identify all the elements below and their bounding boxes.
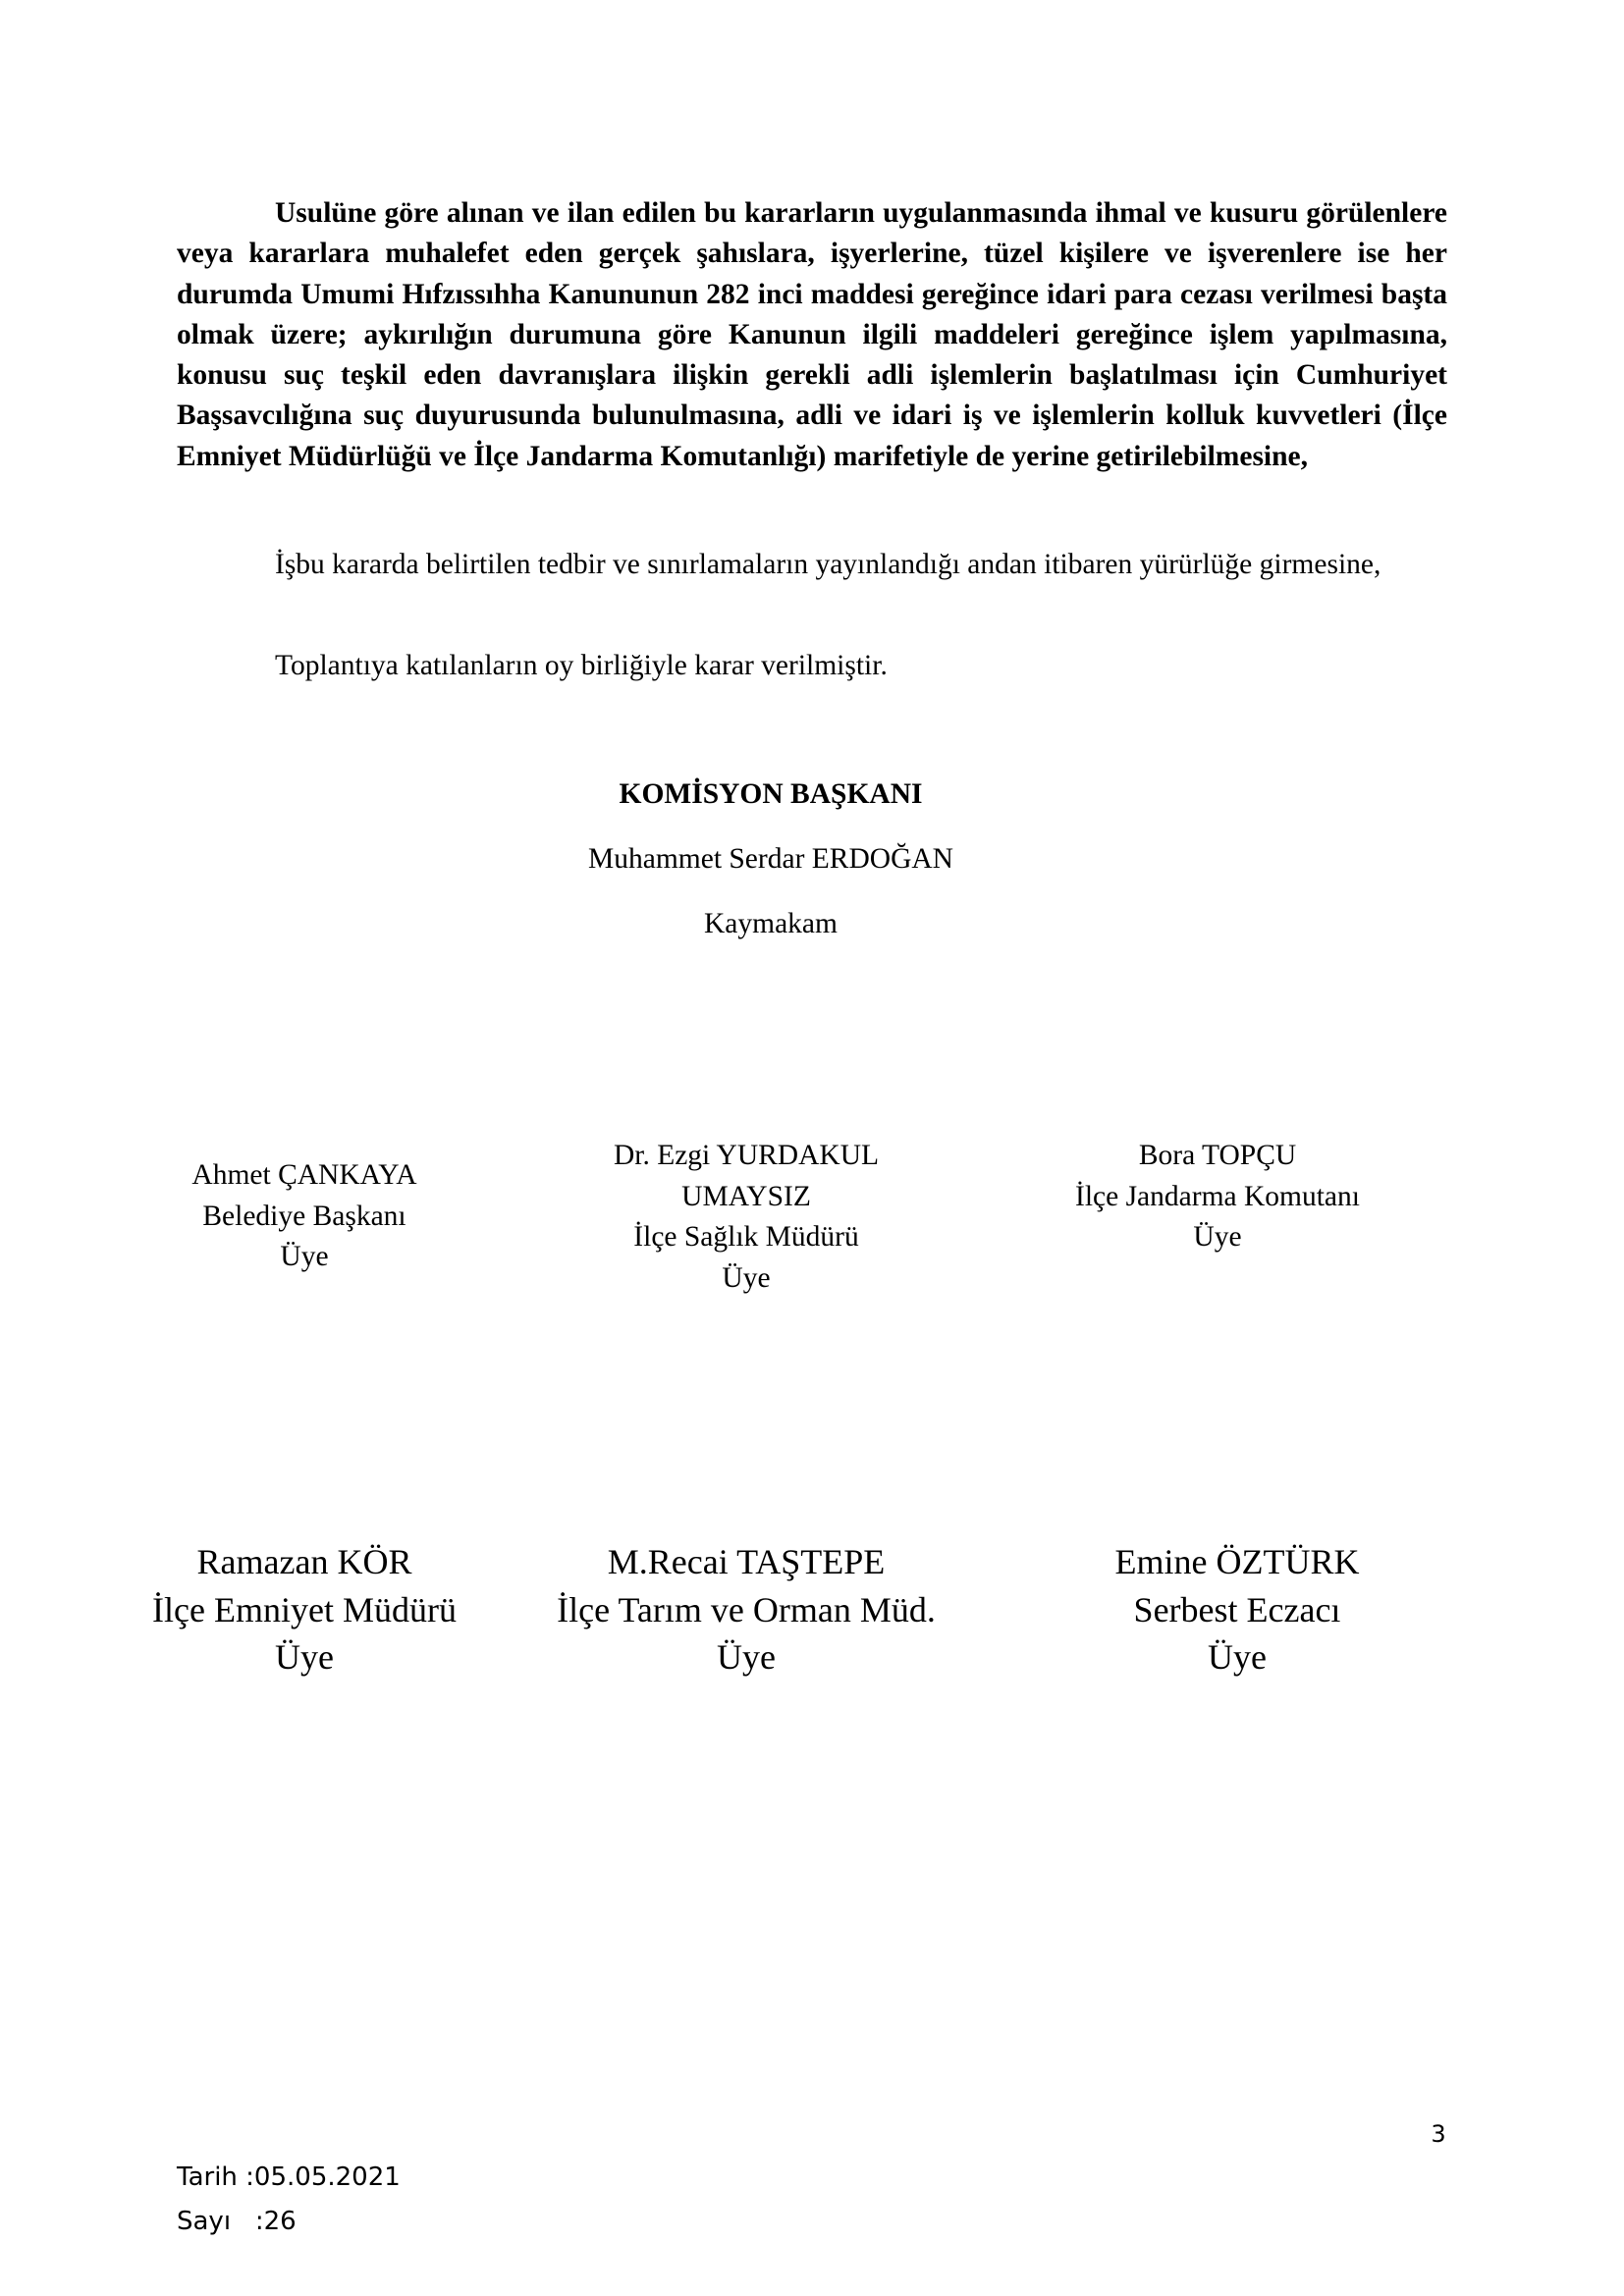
unanimous-decision-paragraph: Toplantıya katılanların oy birliğiyle karar verilmiştir. — [275, 650, 888, 681]
signatory-block — [515, 1538, 977, 1682]
effective-date-paragraph: İşbu kararda belirtilen tedbir ve sınırlamaların yayınlandığı andan itibaren yürürlüğe girmesine, — [275, 549, 1381, 580]
footer-date: Tarih :05.05.2021 — [177, 2163, 401, 2192]
signatory-title: İlçe Emniyet Müdürü — [152, 1589, 457, 1629]
signatory-block — [1021, 1136, 1414, 1258]
signatory-title: Belediye Başkanı — [202, 1200, 406, 1232]
signatory-block — [550, 1136, 943, 1299]
page-number: 3 — [1431, 2120, 1446, 2148]
signatory-name: Ahmet ÇANKAYA — [191, 1159, 417, 1191]
signatory-block — [108, 1538, 501, 1682]
signatory-role: Üye — [1193, 1221, 1242, 1253]
signatory-block — [1041, 1538, 1434, 1682]
signatory-role: Üye — [275, 1637, 334, 1677]
signatory-role: Üye — [717, 1637, 776, 1677]
footer-number: Sayı :26 — [177, 2207, 297, 2236]
signatory-name: Ramazan KÖR — [196, 1542, 412, 1581]
signatory-name: Dr. Ezgi YURDAKUL — [613, 1140, 880, 1171]
chair-name: Muhammet Serdar ERDOĞAN — [588, 843, 953, 875]
signatory-title: İlçe Sağlık Müdürü — [633, 1221, 859, 1253]
chair-title: KOMİSYON BAŞKANI — [619, 778, 923, 810]
signatory-name: M.Recai TAŞTEPE — [607, 1542, 886, 1581]
signatory-title: İlçe Tarım ve Orman Müd. — [557, 1589, 936, 1629]
signatory-name-line2: UMAYSIZ — [681, 1180, 811, 1212]
document-footer — [177, 2156, 401, 2244]
signatory-role: Üye — [722, 1261, 771, 1294]
signatory-role: Üye — [280, 1241, 329, 1272]
signatory-name: Bora TOPÇU — [1138, 1140, 1297, 1171]
chair-role: Kaymakam — [704, 908, 838, 939]
decision-paragraph-bold: Usulüne göre alınan ve ilan edilen bu kararların uygulanmasında ihmal ve kusuru görülenlere veya kararlara muhalefet eden gerçek şahıslara, işyerlerine, tüzel kişilere ve işverenlere ise her durumda Umumi Hıfzıssıhha Kanununun 282 inci maddesi gereğince idari para cezası verilmesi başta olmak üzere; aykırılığın durumuna göre Kanunun ilgili maddeleri gereğince işlem yapılmasına, konusu suç teşkil eden davranışlara ilişkin gerekli adli işlemlerin başlatılması için Cumhuriyet Başsavcılığına suç duyurusunda bulunulmasına, adli ve idari iş ve işlemlerin kolluk kuvvetleri (İlçe Emniyet Müdürlüğü ve İlçe Jandarma Komutanlığı) marifetiyle de yerine getirilebilmesine, — [177, 197, 1447, 472]
signatory-role: Üye — [1208, 1637, 1267, 1677]
signatory-title: Serbest Eczacı — [1133, 1589, 1341, 1629]
signatory-name: Emine ÖZTÜRK — [1114, 1542, 1360, 1581]
signatory-title: İlçe Jandarma Komutanı — [1075, 1180, 1360, 1212]
signatory-block — [128, 1155, 481, 1278]
